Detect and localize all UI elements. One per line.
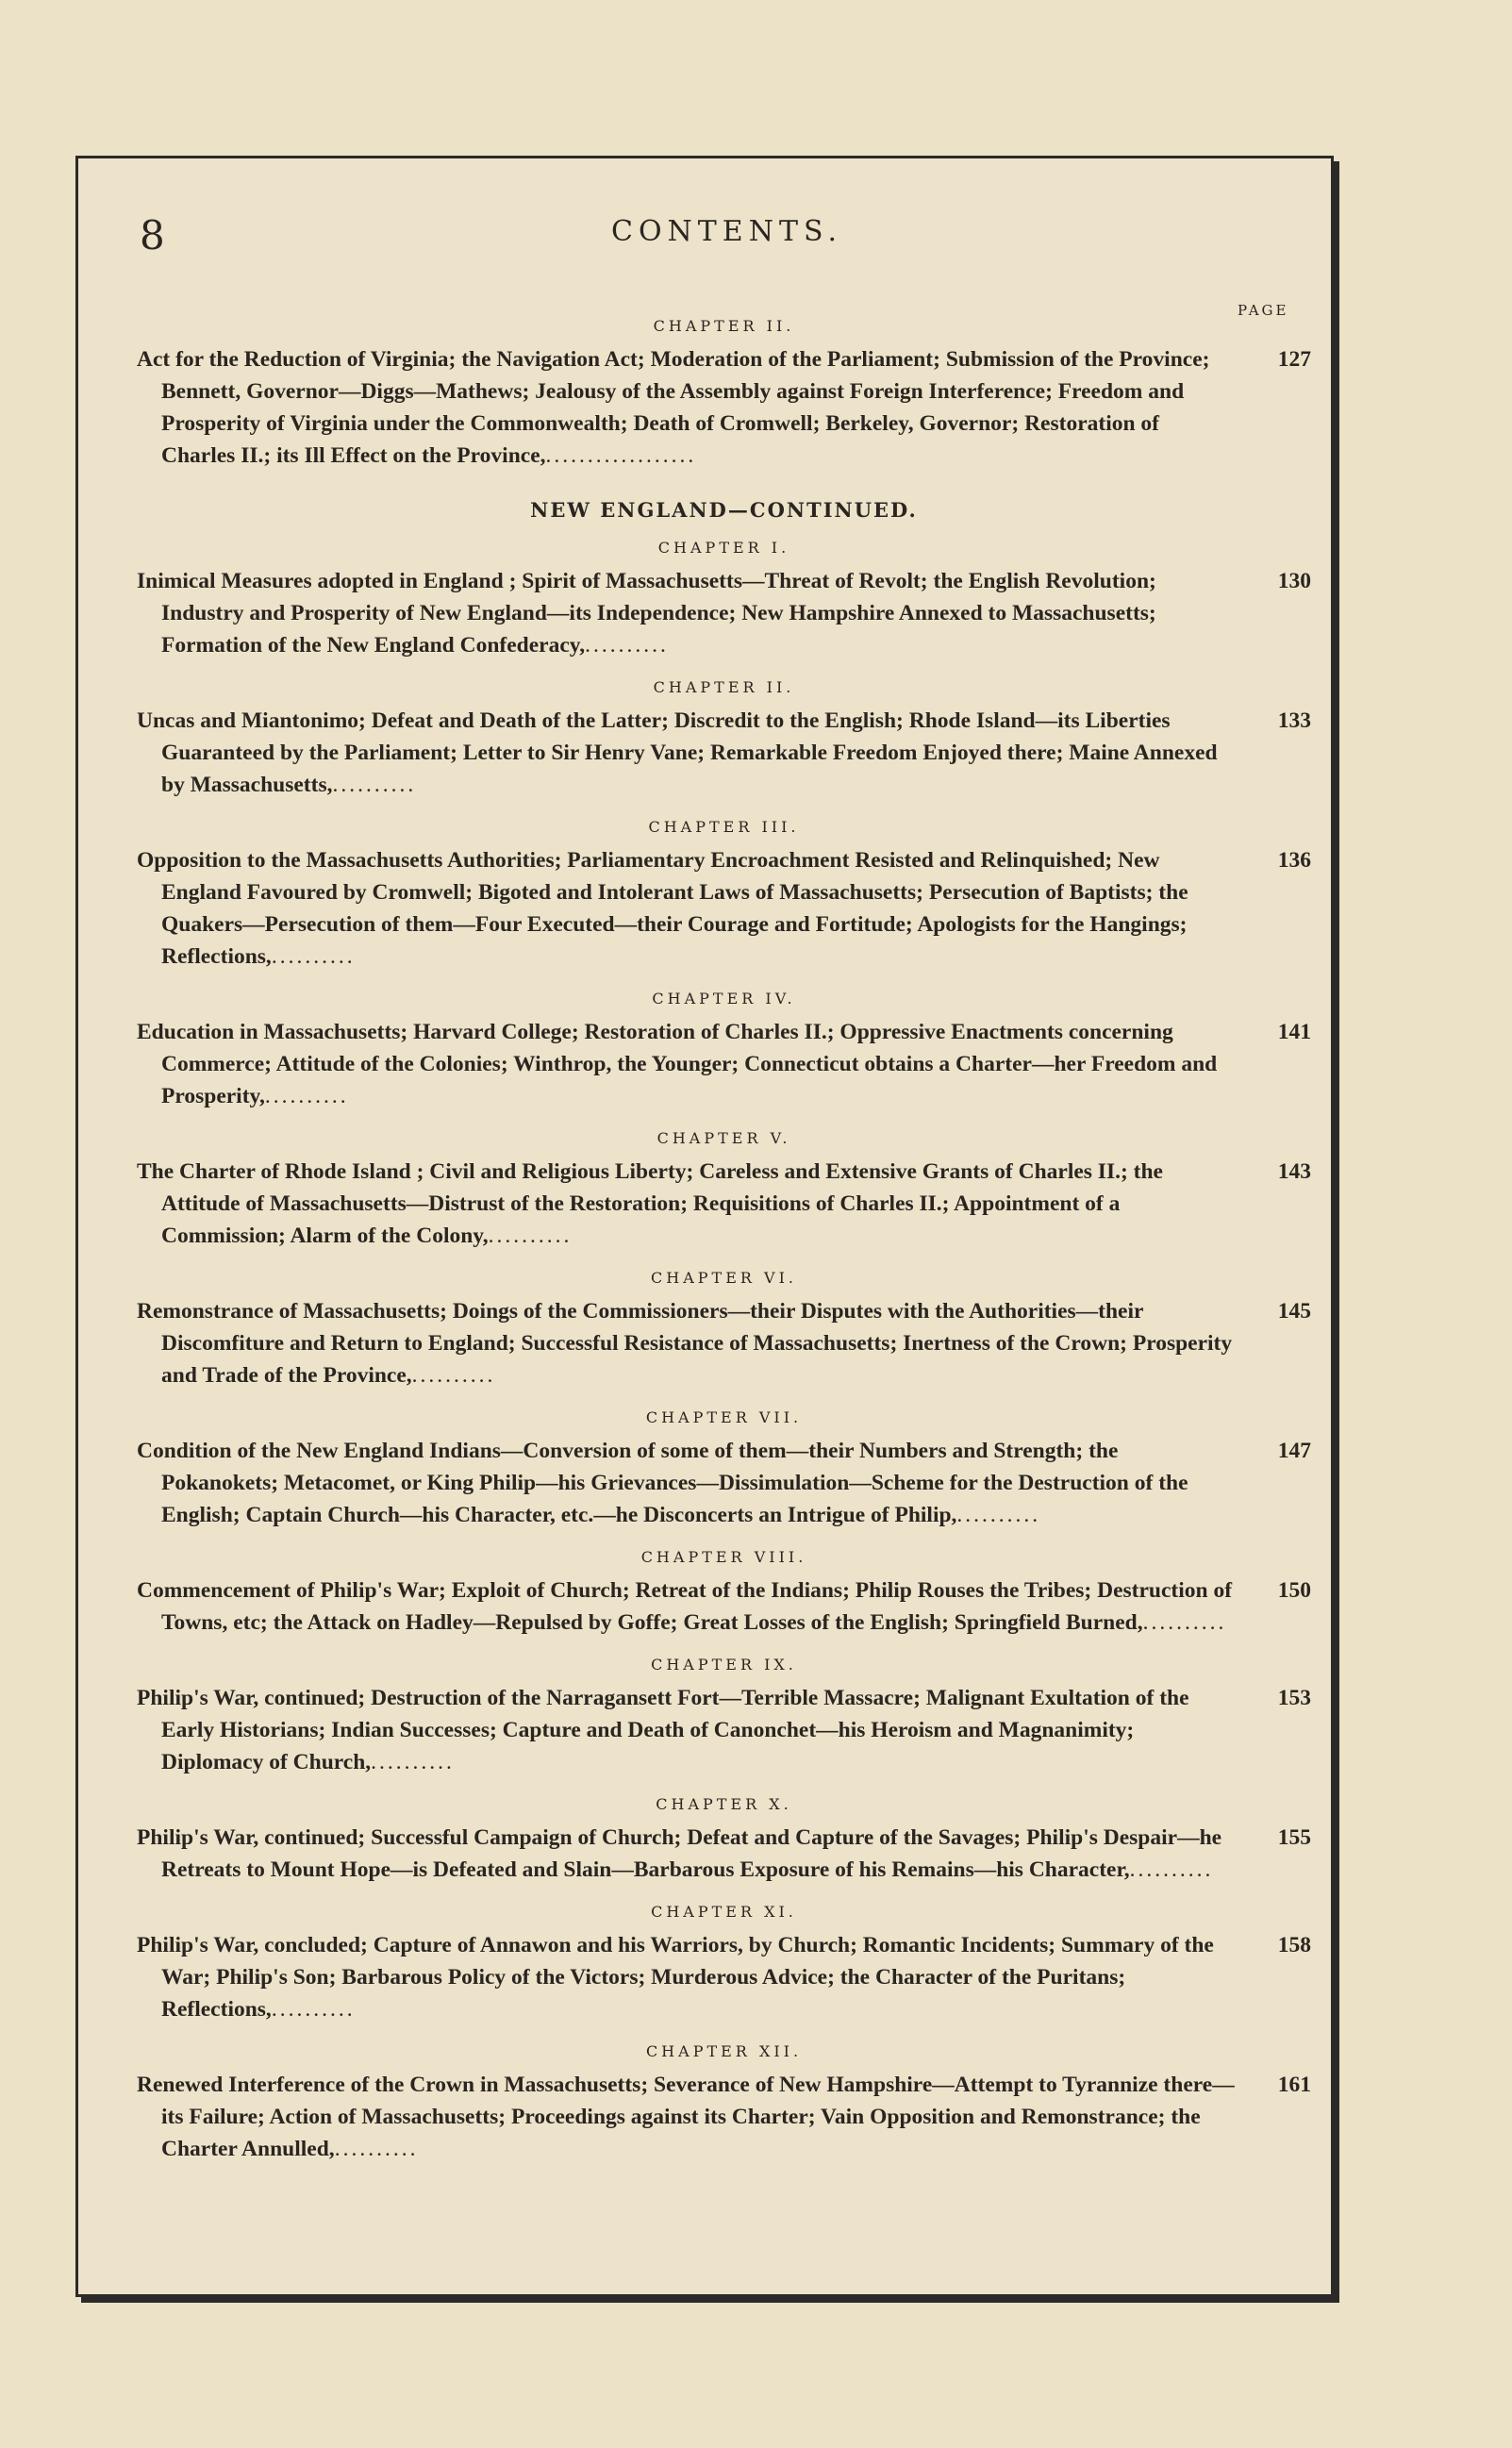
- chapter-summary: Act for the Reduction of Virginia; the Navigation Act; Moderation of the Parliament; Submission of the Province; Bennett, Governor—Diggs—Mathews; Jealousy of the Assembly against Foreign Interference; Freedom and Prosperity of Virginia under the Commonwealth; Death of Cromwell; Berkeley, Governor; Restoration of Charles II.; its Ill Effect on the Province,: [137, 347, 1210, 468]
- chapter-list: [137, 539, 1311, 2165]
- chapter-entry: [137, 343, 1311, 472]
- chapter-heading: CHAPTER IV.: [652, 990, 796, 1008]
- chapter-entry: [137, 1156, 1311, 1252]
- chapter-summary: Remonstrance of Massachusetts; Doings of the Commissioners—their Disputes with the Authorities—their Discomfiture and Return to England; Successful Resistance of Massachusetts; Inertness of the Crown; Prosperity and Trade of the Province,: [137, 1299, 1233, 1388]
- chapter-heading: CHAPTER VIII.: [640, 1548, 807, 1566]
- page-reference: 141: [1277, 1020, 1311, 1044]
- page-reference: 145: [1277, 1299, 1311, 1324]
- chapter-entry: [137, 1435, 1311, 1531]
- running-title: CONTENTS.: [611, 215, 842, 248]
- chapter-heading: CHAPTER II.: [653, 678, 795, 696]
- chapter-heading: CHAPTER VI.: [651, 1269, 797, 1287]
- page-reference: 153: [1277, 1686, 1311, 1710]
- chapter-entry: [137, 844, 1311, 973]
- chapter-summary: Uncas and Miantonimo; Defeat and Death of the Latter; Discredit to the English; Rhode Island—its Liberties Guaranteed by the Parliament; Letter to Sir Henry Vane; Remarkable Freedom Enjoyed there; Maine Annexed by Massachusetts,: [137, 708, 1218, 797]
- dot-leader: ..........: [371, 1750, 455, 1774]
- page-reference: 155: [1277, 1825, 1311, 1850]
- dot-leader: ..........: [956, 1503, 1041, 1527]
- dot-leader: ..........: [264, 1084, 349, 1108]
- dot-leader: ..........: [411, 1363, 496, 1388]
- chapter-heading: CHAPTER II.: [653, 317, 795, 335]
- chapter-summary: Condition of the New England Indians—Conversion of some of them—their Numbers and Strength; the Pokanokets; Metacomet, or King Philip—his Grievances—Dissimulation—Scheme for the Destruction of the English; Captain Church—his Character, etc.—he Disconcerts an Intrigue of Philip,: [137, 1439, 1188, 1527]
- dot-leader: ..........: [334, 2137, 419, 2161]
- chapter-summary: Renewed Interference of the Crown in Massachusetts; Severance of New Hampshire—Attempt to Tyrannize there—its Failure; Action of Massachusetts; Proceedings against its Charter; Vain Opposition and Remonstrance; the Charter Annulled,: [137, 2073, 1235, 2161]
- dot-leader: ..........: [271, 1997, 356, 2022]
- page-reference: 147: [1277, 1439, 1311, 1463]
- chapter-heading: CHAPTER XII.: [645, 2042, 803, 2060]
- chapter-entry: [137, 705, 1311, 801]
- section-heading: NEW ENGLAND—CONTINUED.: [530, 498, 918, 522]
- chapter-entry: [137, 1016, 1311, 1112]
- chapter-heading: CHAPTER IX.: [651, 1656, 797, 1674]
- dot-leader: ..........: [332, 773, 417, 797]
- chapter-entry: [137, 1682, 1311, 1778]
- page-reference: 130: [1277, 569, 1311, 593]
- dot-leader: ..................: [545, 443, 697, 468]
- dot-leader: ..........: [1129, 1857, 1214, 1882]
- chapter-heading: CHAPTER III.: [648, 818, 800, 836]
- dot-leader: ..........: [1142, 1610, 1227, 1635]
- page-reference: 150: [1277, 1578, 1311, 1603]
- page-reference: 143: [1277, 1159, 1311, 1184]
- dot-leader: ..........: [585, 633, 669, 658]
- chapter-entry: [137, 1295, 1311, 1391]
- page-reference: 158: [1277, 1933, 1311, 1957]
- chapter-summary: Inimical Measures adopted in England ; Spirit of Massachusetts—Threat of Revolt; the English Revolution; Industry and Prosperity of New England—its Independence; New Hampshire Annexed to Massachusetts; Formation of the New England Confederacy,: [137, 569, 1156, 658]
- chapter-summary: Commencement of Philip's War; Exploit of Church; Retreat of the Indians; Philip Rouses the Tribes; Destruction of Towns, etc; the Attack on Hadley—Repulsed by Goffe; Great Losses of the English; Springfield Burned,: [137, 1578, 1233, 1635]
- page-reference: 133: [1277, 708, 1311, 733]
- chapter-heading: CHAPTER XI.: [651, 1903, 797, 1921]
- chapter-summary: The Charter of Rhode Island ; Civil and Religious Liberty; Careless and Extensive Grants of Charles II.; the Attitude of Massachusetts—Distrust of the Restoration; Requisitions of Charles II.; Appointment of a Commission; Alarm of the Colony,: [137, 1159, 1163, 1248]
- dot-leader: ..........: [271, 944, 356, 969]
- chapter-entry: [137, 1929, 1311, 2025]
- chapter-heading: CHAPTER X.: [656, 1795, 792, 1813]
- chapter-summary: Philip's War, continued; Destruction of the Narragansett Fort—Terrible Massacre; Malignant Exultation of the Early Historians; Indian Successes; Capture and Death of Canonchet—his Heroism and Magnanimity; Diplomacy of Church,: [137, 1686, 1189, 1774]
- page-column-label: PAGE: [1238, 302, 1289, 319]
- chapter-heading: CHAPTER V.: [656, 1129, 791, 1147]
- chapter-entry: [137, 565, 1311, 661]
- chapter-summary: Philip's War, concluded; Capture of Annawon and his Warriors, by Church; Romantic Incidents; Summary of the War; Philip's Son; Barbarous Policy of the Victors; Murderous Advice; the Character of the Puritans; Reflections,: [137, 1933, 1214, 2022]
- dot-leader: ..........: [488, 1224, 573, 1248]
- chapter-entry: [137, 1574, 1311, 1639]
- page-reference: 161: [1277, 2073, 1311, 2097]
- chapter-summary: Philip's War, continued; Successful Campaign of Church; Defeat and Capture of the Savages; Philip's Despair—he Retreats to Mount Hope—is Defeated and Slain—Barbarous Exposure of his Remains—his Character,: [137, 1825, 1222, 1882]
- page-number: 8: [140, 212, 166, 258]
- chapter-heading: CHAPTER I.: [657, 539, 790, 557]
- chapter-summary: Opposition to the Massachusetts Authorities; Parliamentary Encroachment Resisted and Relinquished; New England Favoured by Cromwell; Bigoted and Intolerant Laws of Massachusetts; Persecution of Baptists; the Quakers—Persecution of them—Four Executed—their Courage and Fortitude; Apologists for the Hangings; Reflections,: [137, 848, 1188, 969]
- chapter-heading: CHAPTER VII.: [645, 1408, 803, 1426]
- chapter-entry: [137, 1822, 1311, 1886]
- page-reference: 127: [1277, 347, 1311, 372]
- contents-list: [137, 300, 1311, 2165]
- chapter-entry: [137, 2069, 1311, 2165]
- page-reference: 136: [1277, 848, 1311, 873]
- chapter-summary: Education in Massachusetts; Harvard College; Restoration of Charles II.; Oppressive Enactments concerning Commerce; Attitude of the Colonies; Winthrop, the Younger; Connecticut obtains a Charter—her Freedom and Prosperity,: [137, 1020, 1218, 1108]
